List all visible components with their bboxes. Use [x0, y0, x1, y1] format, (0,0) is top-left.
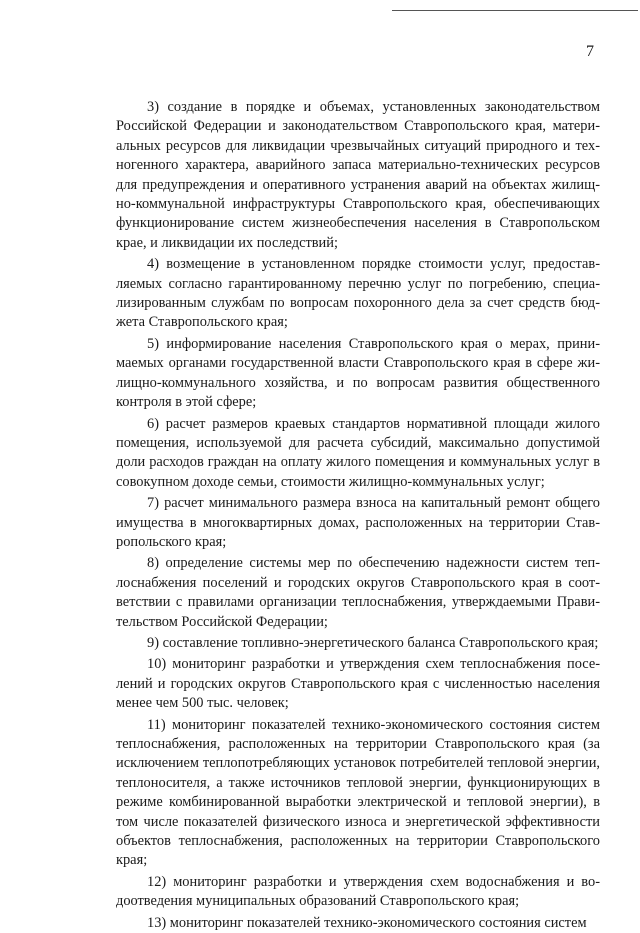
paragraph-item-6: 6) расчет размеров краевых стандартов нормативной площади жилого помещения, используемой для расчета субсидий, максимально допустимой доли расходов граждан на оплату жилого помещения и коммунальных услуг в совокупном доходе семьи, стоимости жилищно-коммунальных услуг; [116, 415, 600, 490]
paragraph-item-13: 13) мониторинг показателей технико-экономического состояния систем [147, 914, 587, 931]
paragraph-item-10: 10) мониторинг разработки и утверждения схем теплоснабжения поселений и городских округов Ставропольского края с численностью населения менее чем 500 тыс. человек; [116, 656, 600, 712]
paragraph-item-4: 4) возмещение в установленном порядке стоимости услуг, предоставляемых согласно гарантированному перечню услуг по погребению, специализированным службам по вопросам похоронного дела за счет средств бюджета Ставропольского края; [116, 256, 600, 331]
paragraph-item-11: 11) мониторинг показателей технико-экономического состояния систем теплоснабжения, расположенных на территории Ставропольского края (за исключением теплопотребляющих установок потребителей тепловой энергии, теплоносителя, а также источников тепловой энергии, функционирующих в режиме комбинированной выработки электрической и тепловой энергии), в том числе показателей физического износа и энергетической эффективности объектов теплоснабжения, расположенных на территории Ставропольского края; [116, 716, 600, 869]
document-body [116, 98, 600, 933]
paragraph-item-8: 8) определение системы мер по обеспечению надежности систем теплоснабжения поселений и городских округов Ставропольского края в соответствии с правилами организации теплоснабжения, утверждаемыми Правительством Российской Федерации; [116, 555, 600, 630]
paragraph-item-5: 5) информирование населения Ставропольского края о мерах, принимаемых органами государственной власти Ставропольского края в сфере жилищно-коммунального хозяйства, и по вопросам развития общественного контроля в этой сфере; [116, 335, 600, 411]
paragraph-item-12: 12) мониторинг разработки и утверждения схем водоснабжения и водоотведения муниципальных образований Ставропольского края; [116, 873, 600, 910]
page-number: 7 [586, 43, 594, 60]
paragraph-item-3: 3) создание в порядке и объемах, установленных законодательством Российской Федерации и законодательством Ставропольского края, материальных ресурсов для ликвидации чрезвычайных ситуаций природного и техногенного характера, аварийного запаса материально-технических ресурсов для предупреждения и оперативного устранения аварий на объектах жилищно-коммунальной инфраструктуры Ставропольского края, обеспечивающих функционирование систем жизнеобеспечения населения в Ставропольском крае, и ликвидации их последствий; [116, 99, 600, 251]
paragraph-item-7: 7) расчет минимального размера взноса на капитальный ремонт общего имущества в многоквартирных домах, расположенных на территории Ставропольского края; [116, 495, 600, 550]
paragraph-item-9: 9) составление топливно-энергетического баланса Ставропольского края; [147, 634, 599, 651]
header-rule [392, 10, 638, 11]
